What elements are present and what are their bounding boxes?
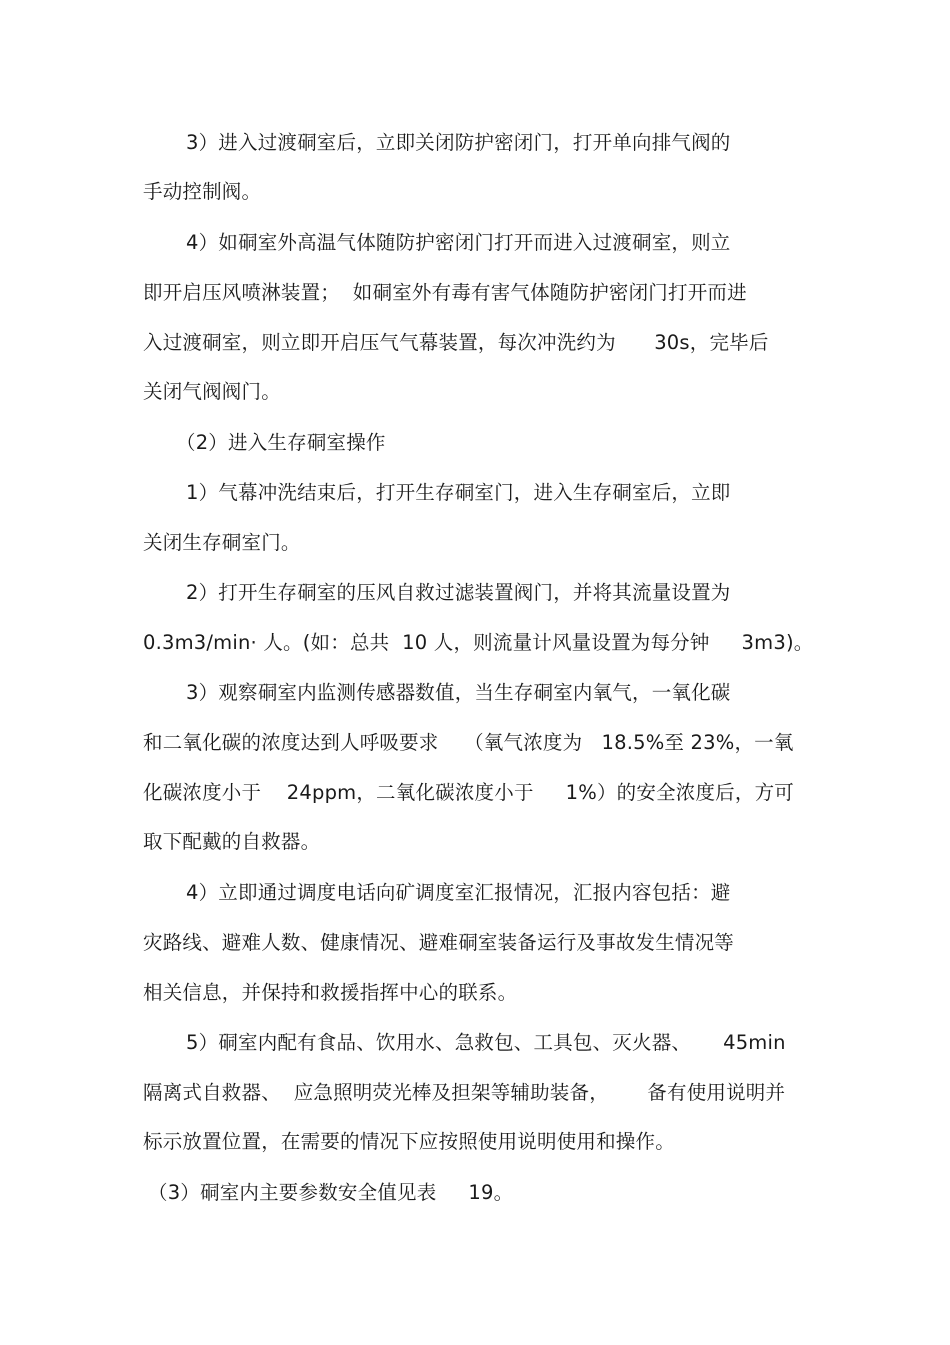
paragraph-line: 标示放置位置，在需要的情况下应按照使用说明使用和操作。 [143,1130,675,1153]
paragraph-line: 4）如硐室外高温气体随防护密闭门打开而进入过渡硐室，则立 [186,231,731,254]
paragraph-line: 4）立即通过调度电话向矿调度室汇报情况，汇报内容包括：避 [186,881,731,904]
paragraph-line: 3）观察硐室内监测传感器数值，当生存硐室内氧气，一氧化碳 [186,681,731,704]
paragraph-line: 和二氧化碳的浓度达到人呼吸要求 （氧气浓度为 18.5%至 23%，一氧 [143,731,794,754]
paragraph-line: 取下配戴的自救器。 [143,830,321,853]
paragraph-line: 关闭生存硐室门。 [143,531,301,554]
paragraph-line: 0.3m3/min· 人。(如：总共 10 人，则流量计风量设置为每分钟 3m3)。 [143,631,814,654]
paragraph-line: 隔离式自救器、 应急照明荧光棒及担架等辅助装备， 备有使用说明并 [143,1081,786,1104]
paragraph-line: 化碳浓度小于 24ppm，二氧化碳浓度小于 1%）的安全浓度后，方可 [143,781,794,804]
section-heading: （3）硐室内主要参数安全值见表 19。 [148,1181,514,1204]
paragraph-line: 入过渡硐室，则立即开启压气气幕装置，每次冲洗约为 30s，完毕后 [143,331,769,354]
paragraph-line: 3）进入过渡硐室后，立即关闭防护密闭门，打开单向排气阀的 [186,131,731,154]
section-heading: （2）进入生存硐室操作 [176,431,386,454]
paragraph-line: 灾路线、避难人数、健康情况、避难硐室装备运行及事故发生情况等 [143,931,735,954]
paragraph-line: 5）硐室内配有食品、饮用水、急救包、工具包、灭火器、 45min [186,1031,786,1054]
paragraph-line: 手动控制阀。 [143,180,262,203]
paragraph-line: 1）气幕冲洗结束后，打开生存硐室门，进入生存硐室后，立即 [186,481,731,504]
paragraph-line: 关闭气阀阀门。 [143,380,281,403]
paragraph-line: 即开启压风喷淋装置； 如硐室外有毒有害气体随防护密闭门打开而进 [143,281,747,304]
paragraph-line: 2）打开生存硐室的压风自救过滤装置阀门，并将其流量设置为 [186,581,731,604]
paragraph-line: 相关信息，并保持和救援指挥中心的联系。 [143,981,518,1004]
